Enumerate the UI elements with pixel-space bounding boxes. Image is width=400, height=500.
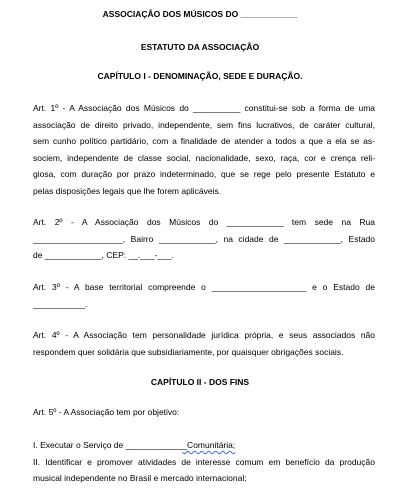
- article-3: [33, 279, 375, 312]
- article-2-line: ___________________, Bairro ____________, na cidade de ____________, Estado: [33, 233, 375, 244]
- item-1-text: I. Executar o Serviço de ____________: [33, 440, 183, 450]
- article-1-line: sem cunho político partidário, com a finalidade de atender a todos a que a ela se as-: [33, 136, 375, 146]
- chapter-2-heading: CAPÍTULO II - DOS FINS: [150, 377, 250, 387]
- article-4-line: respondem quer solidária que subsidiariamente, por quaisquer obrigações sociais.: [33, 346, 344, 357]
- chapter-1-heading: CAPÍTULO I - DENOMINAÇÃO, SEDE E DURAÇÃO.: [97, 71, 303, 81]
- spellcheck-flagged-text: _Comunitária;: [182, 440, 236, 450]
- article-5-intro-line: Art. 5º - A Associação tem por objetivo:: [33, 407, 180, 417]
- article-1-line: giosa, com duração por prazo indeterminado, que se rege pelo presente Estatuto e: [33, 169, 375, 179]
- article-5-items: [33, 437, 375, 487]
- article-5-item-2-line: II. Identificar e promover atividades de interesse comum em benefício da produção: [33, 456, 375, 467]
- article-5-item-2-line: musical independente no Brasil e mercado internacional;: [33, 473, 247, 483]
- article-5-intro: [33, 404, 375, 421]
- document-title: ASSOCIAÇÃO DOS MÚSICOS DO ____________: [102, 9, 298, 19]
- article-5-item-1: [33, 437, 375, 454]
- article-1-line: sociem, independente de classe social, nacionalidade, sexo, raça, cor e crença reli-: [33, 152, 375, 163]
- article-1-line: Art. 1º - A Associação dos Músicos do __________ constitui-se sob a forma de uma: [33, 103, 375, 113]
- article-2: [33, 214, 375, 264]
- statute-heading: ESTATUTO DA ASSOCIAÇÃO: [140, 42, 260, 52]
- article-2-line: de ____________, CEP: __.___-___.: [33, 250, 174, 260]
- article-2-line: Art. 2º - A Associação dos Músicos do ____________ tem sede na Rua: [33, 217, 375, 227]
- article-1-line: pelas disposições legais que lhe forem aplicáveis.: [33, 185, 222, 196]
- article-3-line: Art. 3º - A base territorial compreende o ____________________ e o Estado de: [33, 282, 375, 292]
- article-1: [33, 100, 375, 199]
- article-4: [33, 327, 375, 360]
- article-1-line: associação de direito privado, independente, sem fins lucrativos, de caráter cultural,: [33, 119, 375, 130]
- article-4-line: Art. 4º - A Associação tem personalidade jurídica própria, e seus associados não: [33, 330, 375, 340]
- article-3-line: ___________.: [33, 298, 88, 309]
